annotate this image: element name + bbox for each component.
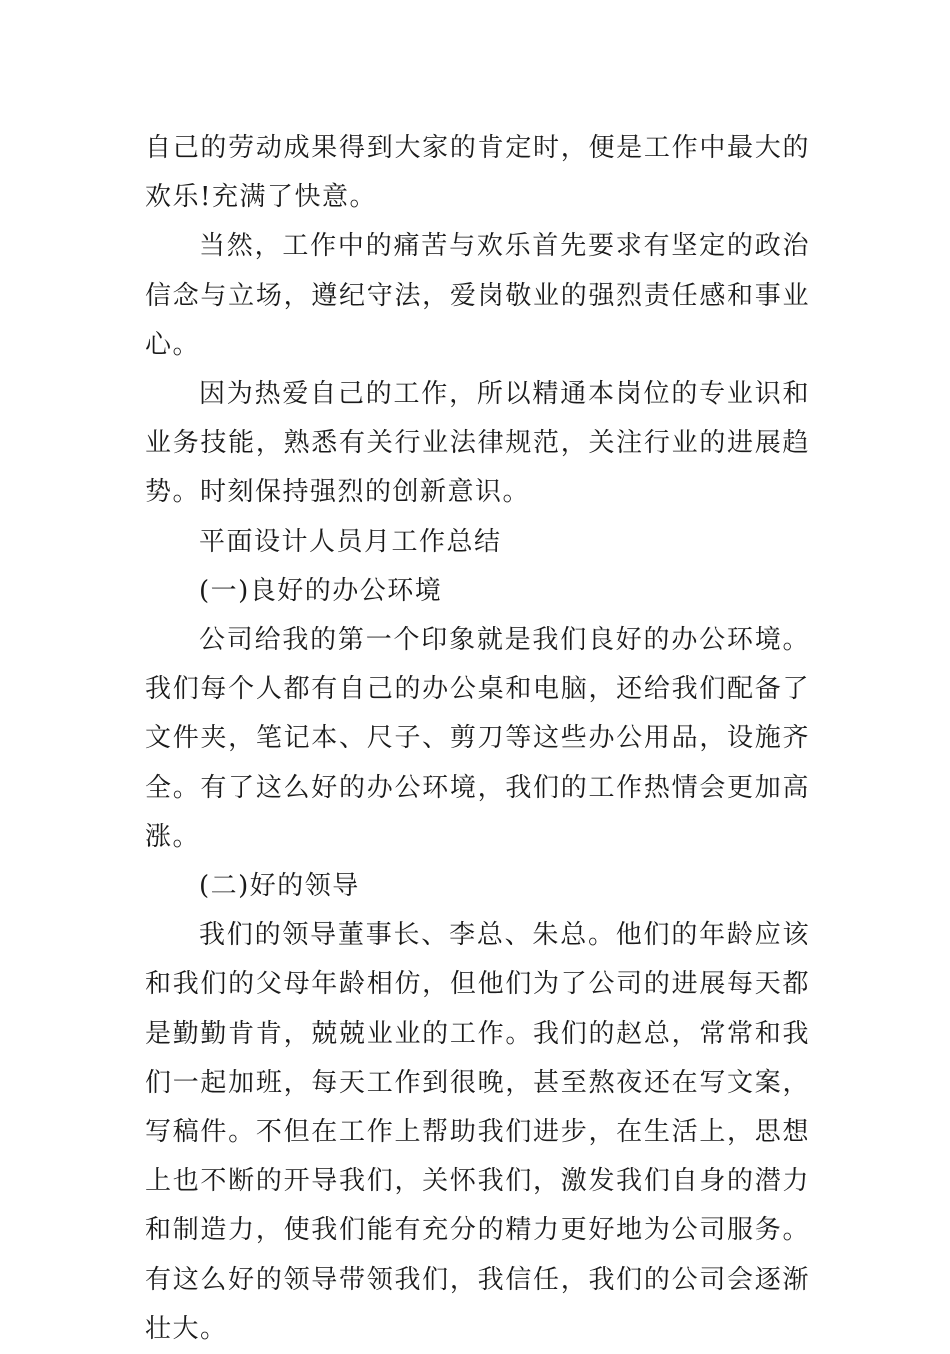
subheading-office-environment: (一)良好的办公环境 <box>199 575 443 606</box>
paragraph-good-leaders: 我们的领导董事长、李总、朱总。他们的年龄应该和我们的父母年龄相仿，但他们为了公司的进展每天都是勤勤肯肯，兢兢业业的工作。我们的赵总，常常和我们一起加班，每天工作到很晚，甚至熬夜还在写文案，写稿件。不但在工作上帮助我们进步，在生活上，思想上也不断的开导我们，关怀我们，激发我们自身的潜力和制造力，使我们能有充分的精力更好地为公司服务。有这么好的领导带领我们，我信任，我们的公司会逐渐壮大。 <box>145 920 810 1344</box>
section-title: 平面设计人员月工作总结 <box>199 526 502 557</box>
paragraph-continuation: 自己的劳动成果得到大家的肯定时，便是工作中最大的欢乐!充满了快意。 <box>145 133 810 213</box>
paragraph-political-belief: 当然，工作中的痛苦与欢乐首先要求有坚定的政治信念与立场，遵纪守法，爱岗敬业的强烈责任感和事业心。 <box>145 231 810 360</box>
paragraph-office-environment: 公司给我的第一个印象就是我们良好的办公环境。我们每个人都有自己的办公桌和电脑，还给我们配备了文件夹，笔记本、尺子、剪刀等这些办公用品，设施齐全。有了这么好的办公环境，我们的工作热情会更加高涨。 <box>145 625 810 852</box>
paragraph-professional-skills: 因为热爱自己的工作，所以精通本岗位的专业识和业务技能，熟悉有关行业法律规范，关注行业的进展趋势。时刻保持强烈的创新意识。 <box>145 379 810 508</box>
subheading-good-leaders: (二)好的领导 <box>199 871 360 902</box>
document-body <box>145 124 810 1354</box>
